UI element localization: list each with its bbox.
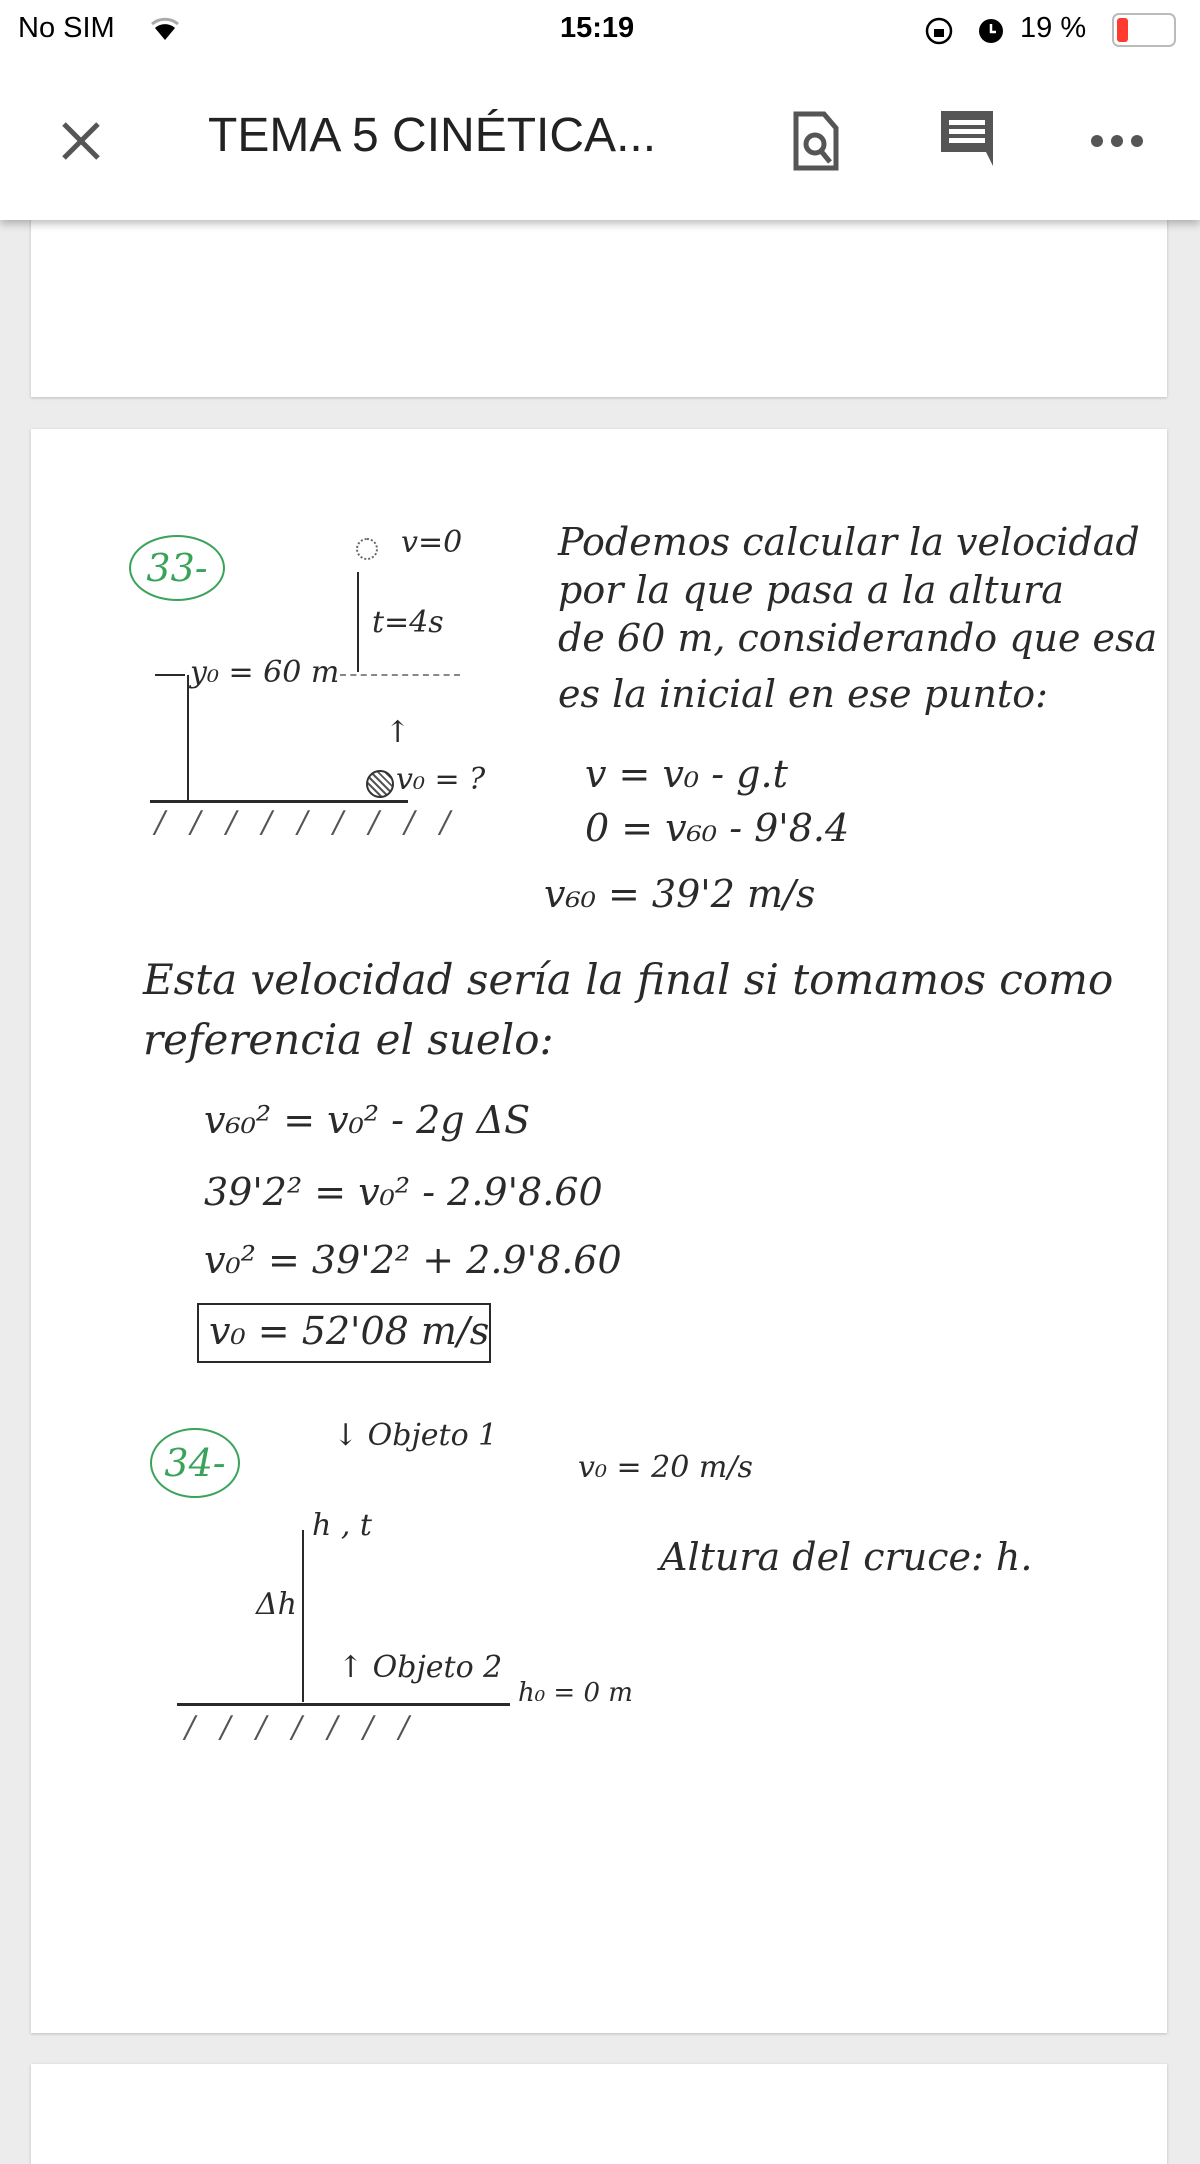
page-3 — [31, 2064, 1167, 2164]
equation: 0 = v₆₀ - 9'8.4 — [585, 806, 850, 850]
v0-label: v₀ = 20 m/s — [578, 1450, 753, 1485]
more-icon[interactable] — [1090, 134, 1144, 148]
wifi-icon — [150, 16, 180, 42]
battery-percent: 19 % — [1020, 12, 1087, 44]
up-arrow: ↑ — [385, 715, 411, 750]
toolbar — [0, 62, 1200, 220]
close-icon[interactable] — [58, 118, 104, 164]
paragraph-line: Esta velocidad sería la final si tomamos como — [143, 955, 1114, 1004]
crossing-height-text: Altura del cruce: h. — [660, 1535, 1033, 1579]
document-title: TEMA 5 CINÉTICA... — [208, 109, 657, 162]
problem-number-text: 33- — [146, 546, 208, 590]
find-in-document-icon[interactable] — [792, 110, 840, 172]
height-arrow — [302, 1530, 304, 1702]
time-label: t=4s — [372, 605, 444, 640]
result: v₀ = 52'08 m/s — [209, 1309, 490, 1353]
ground-hatch: / / / / / / / — [185, 1710, 417, 1745]
ground-hatch: / / / / / / / / / — [155, 805, 459, 840]
ground-line — [177, 1703, 510, 1706]
equation: v = v₀ - g.t — [585, 752, 788, 796]
equation: v₆₀ = 39'2 m/s — [544, 872, 816, 916]
v0-label: v₀ = ? — [396, 762, 486, 797]
ball-top-drawing — [356, 538, 378, 560]
text-line: Podemos calcular la velocidad — [558, 520, 1140, 564]
building-top — [155, 674, 185, 676]
battery-icon — [1112, 13, 1176, 47]
page-1 — [31, 200, 1167, 397]
height-label: y₀ = 60 m — [190, 655, 340, 690]
paragraph-line: referencia el suelo: — [143, 1015, 554, 1064]
h-t-label: h , t — [312, 1508, 372, 1543]
height-line — [340, 674, 460, 676]
v-top-label: v=0 — [401, 525, 463, 560]
text-line: de 60 m, considerando que esa — [558, 616, 1158, 660]
comments-icon[interactable] — [938, 108, 996, 168]
object-1-label: ↓ Objeto 1 — [333, 1418, 498, 1453]
problem-number-text: 34- — [164, 1441, 226, 1485]
h0-label: h₀ = 0 m — [518, 1678, 633, 1708]
problem-number-33 — [129, 535, 225, 601]
equation: v₀² = 39'2² + 2.9'8.60 — [204, 1238, 622, 1282]
object-2-label: ↑ Objeto 2 — [338, 1650, 503, 1685]
carrier: No SIM — [18, 12, 115, 44]
problem-number-34 — [150, 1428, 240, 1498]
status-bar — [0, 0, 1200, 62]
text-line: es la inicial en ese punto: — [558, 672, 1048, 716]
building-pole — [187, 675, 189, 800]
ball-drawing — [366, 770, 394, 798]
rotation-lock-icon — [924, 16, 954, 46]
delta-h-label: Δh — [256, 1587, 297, 1622]
time-arrow — [357, 572, 359, 672]
equation: v₆₀² = v₀² - 2g ΔS — [204, 1098, 531, 1142]
ground-line — [150, 800, 408, 803]
text-line: por la que pasa a la altura — [558, 568, 1064, 612]
alarm-icon — [976, 14, 1006, 46]
clock: 15:19 — [560, 12, 635, 44]
result-box — [197, 1303, 491, 1363]
equation: 39'2² = v₀² - 2.9'8.60 — [204, 1170, 603, 1214]
